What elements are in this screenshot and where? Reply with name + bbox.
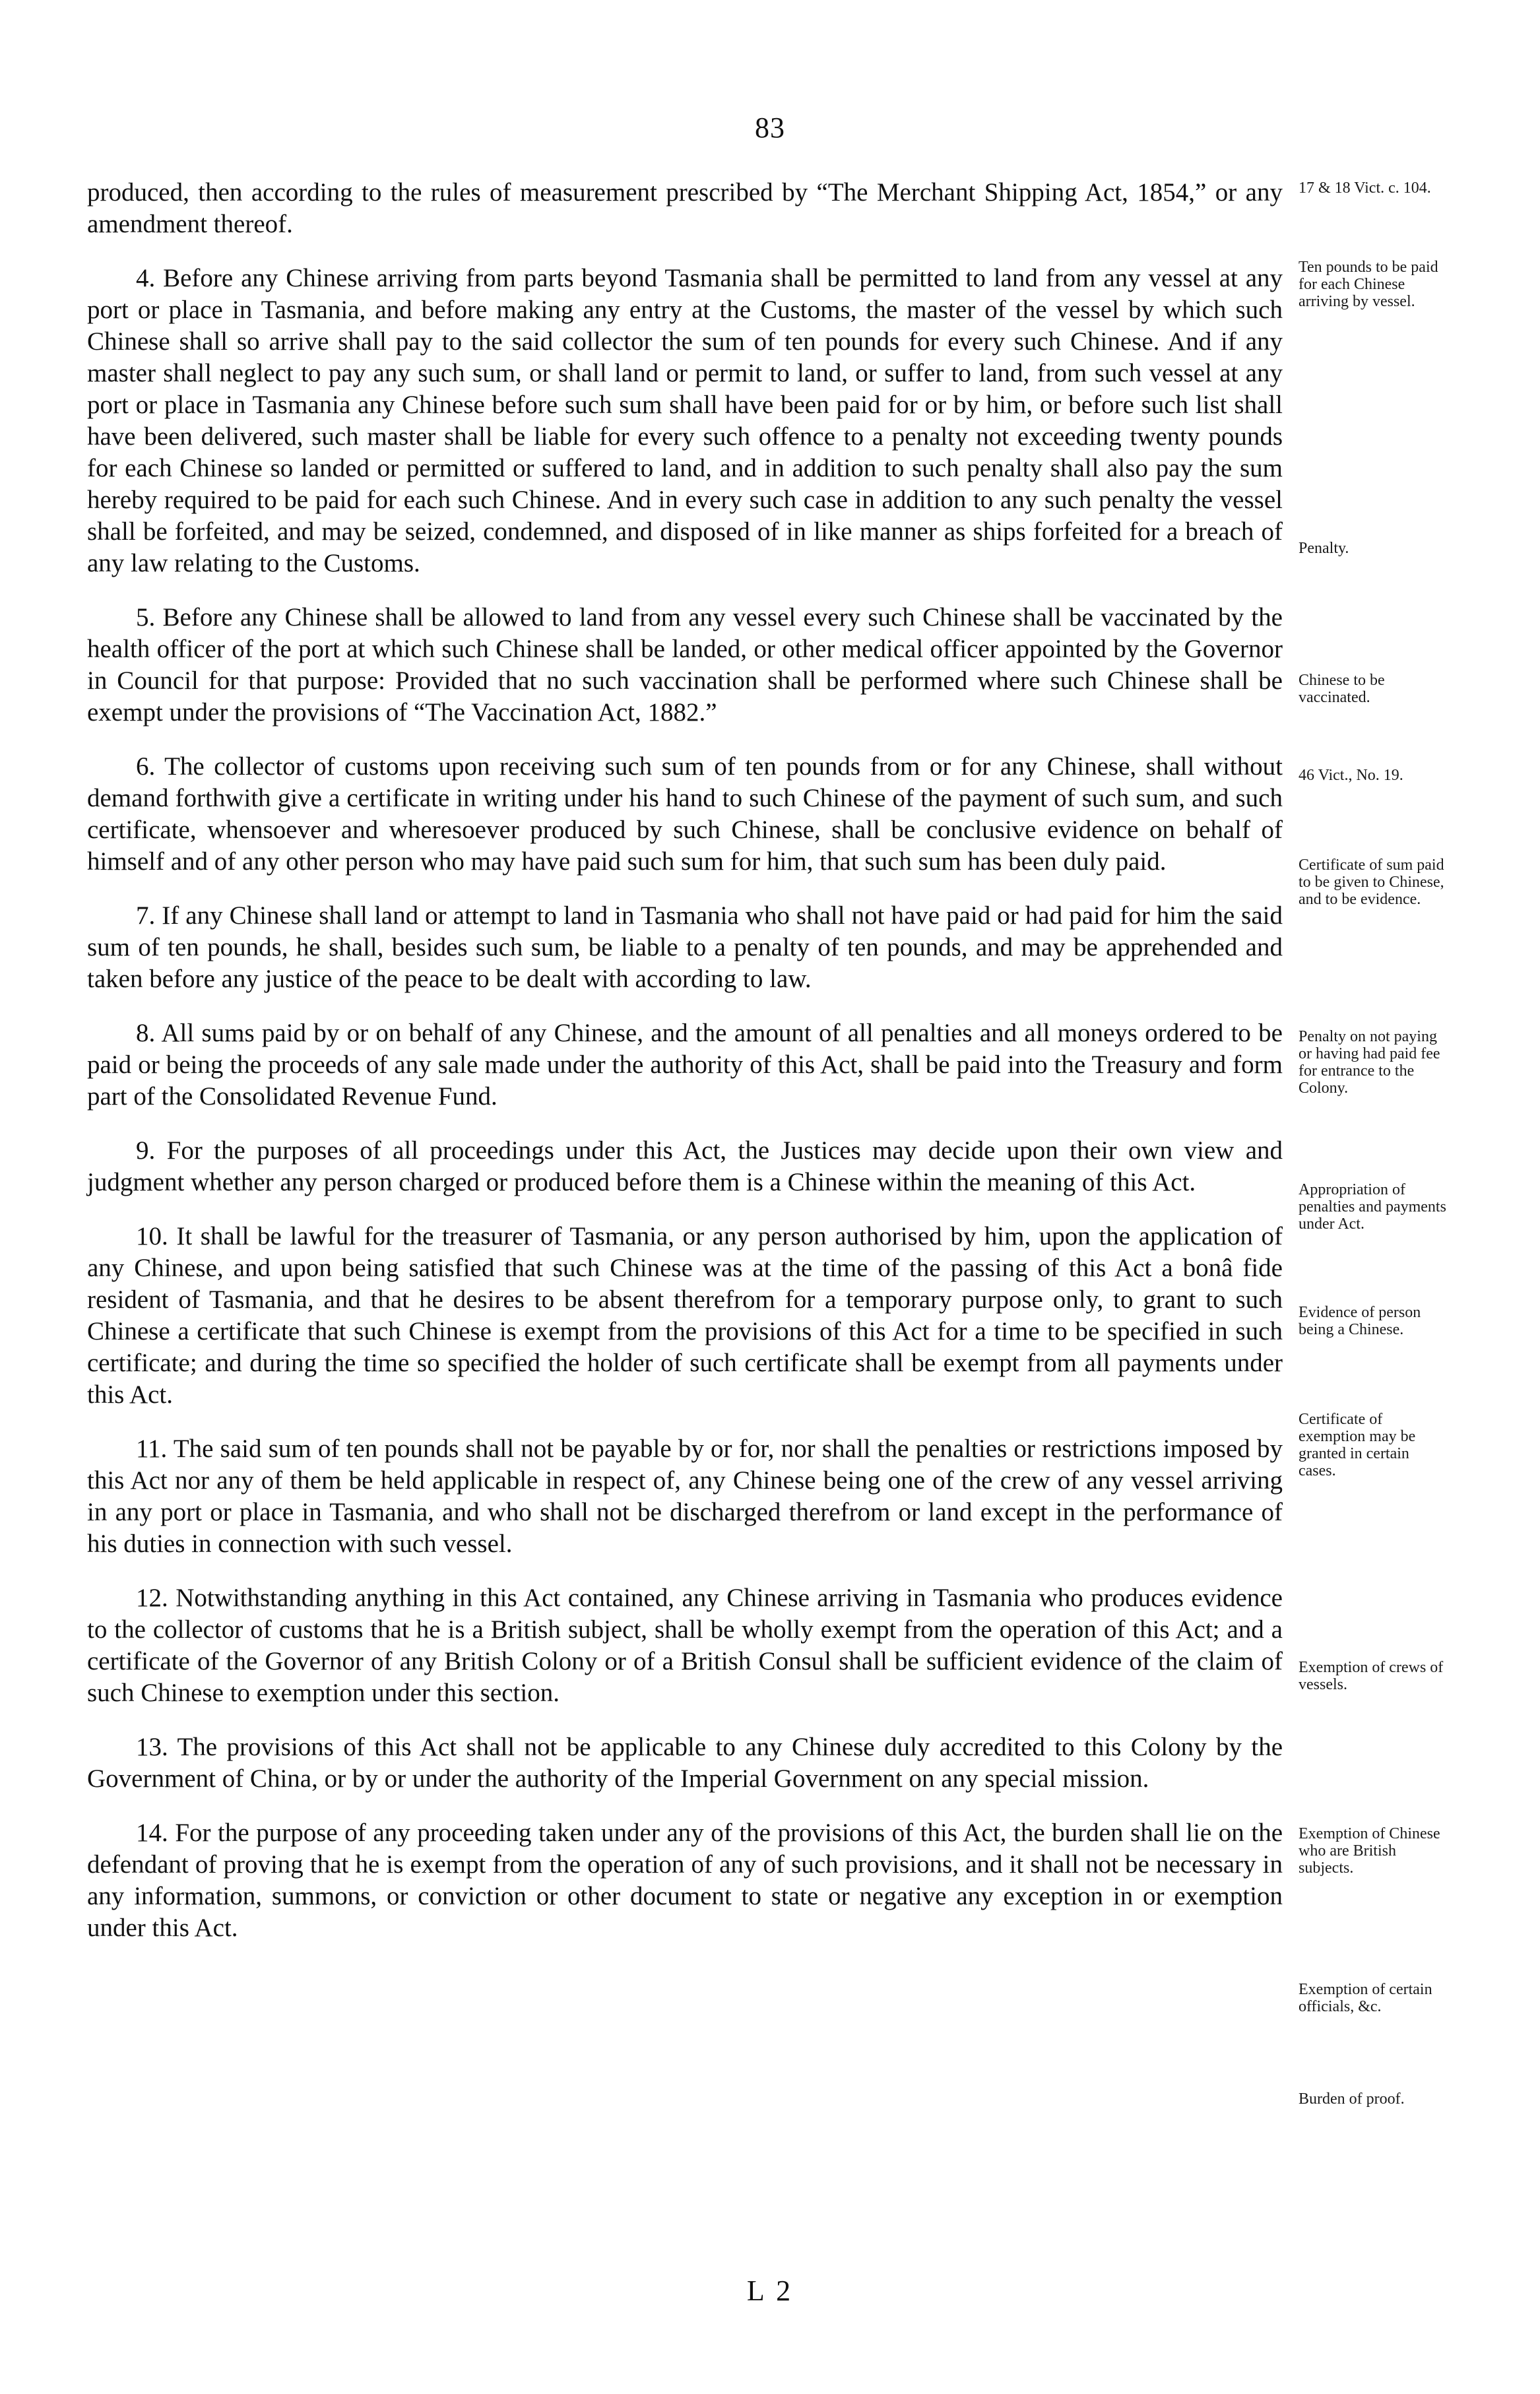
marginal-note: Appropriation of penalties and payments under Act. xyxy=(1299,1181,1446,1233)
marginal-note: Exemption of Chinese who are British subjects. xyxy=(1299,1825,1440,1877)
section-number: 12. xyxy=(136,1584,168,1612)
section-number: 9. xyxy=(136,1136,156,1165)
section-number: 10. xyxy=(136,1222,168,1250)
statute-body xyxy=(87,177,1283,1966)
section-text: For the purpose of any proceeding taken under any of the provisions of this Act, the burden shall lie on the defendant of proving that he is exempt from the operation of any of such provisions, and it shall not be necessary in any information, summons, or conviction or other document to state or negative any exception in or exemption under this Act. xyxy=(87,1819,1283,1942)
section-10 xyxy=(87,1221,1283,1411)
section-9 xyxy=(87,1135,1283,1198)
section-number: 14. xyxy=(136,1819,168,1847)
marginal-note: Ten pounds to be paid for each Chinese arriving by vessel. xyxy=(1299,259,1438,310)
section-text: The provisions of this Act shall not be applicable to any Chinese duly accredited to this Colony by the Government of China, or by or under the authority of the Imperial Government on any special mission. xyxy=(87,1733,1283,1793)
section-text: Before any Chinese arriving from parts beyond Tasmania shall be permitted to land from any vessel at any port or place in Tasmania, and before making any entry at the Customs, the master of the vessel by which such Chinese shall so arrive shall pay to the said collector the sum of ten pounds for every such Chinese. And if any master shall neglect to pay any such sum, or shall land or permit to land, or suffer to land, from such vessel at any port or place in Tasmania any Chinese before such sum shall have been paid for or by him, or before such list shall have been delivered, such master shall be liable for every such offence to a penalty not exceeding twenty pounds for each Chinese so landed or permitted or suffered to land, and in addition to such penalty shall also pay the sum hereby required to be paid for each such Chinese. And in every such case in addition to any such penalty the vessel shall be forfeited, and may be seized, condemned, and disposed of in like manner as ships forfeited for a breach of any law relating to the Customs. xyxy=(87,264,1283,577)
marginal-note: 17 & 18 Vict. c. 104. xyxy=(1299,179,1431,197)
marginal-note: Burden of proof. xyxy=(1299,2090,1405,2108)
marginal-note: 46 Vict., No. 19. xyxy=(1299,767,1403,784)
section-number: 13. xyxy=(136,1733,168,1761)
section-text: For the purposes of all proceedings under this Act, the Justices may decide upon their own view and judgment whether any person charged or produced before them is a Chinese within the meaning of this Act. xyxy=(87,1136,1283,1196)
marginal-note: Penalty on not paying or having had paid fee for entrance to the Colony. xyxy=(1299,1028,1440,1097)
page-number: 83 xyxy=(755,112,785,144)
marginal-note: Evidence of person being a Chinese. xyxy=(1299,1304,1421,1338)
section-number: 5. xyxy=(136,603,156,631)
marginal-note: Certificate of exemption may be granted in certain cases. xyxy=(1299,1411,1416,1479)
marginal-note: Chinese to be vaccinated. xyxy=(1299,672,1385,706)
section-6 xyxy=(87,751,1283,878)
section-13 xyxy=(87,1731,1283,1795)
section-text: Before any Chinese shall be allowed to land from any vessel every such Chinese shall be vaccinated by the health officer of the port at which such Chinese shall be landed, or other medical officer appointed by the Governor in Council for that purpose: Provided that no such vaccination shall be performed where such Chinese shall be exempt under the provisions of “The Vaccination Act, 1882.” xyxy=(87,603,1283,727)
section-text: All sums paid by or on behalf of any Chinese, and the amount of all penalties and all moneys ordered to be paid or being the proceeds of any sale made under the authority of this Act, shall be paid into the Treasury and form part of the Consolidated Revenue Fund. xyxy=(87,1019,1283,1111)
section-number: 7. xyxy=(136,901,156,930)
marginal-note: Certificate of sum paid to be given to Chinese, and to be evidence. xyxy=(1299,857,1444,908)
section-number: 4. xyxy=(136,264,156,292)
paragraph-continuation: produced, then according to the rules of measurement prescribed by “The Merchant Shipping Act, 1854,” or any amendment thereof. xyxy=(87,178,1283,238)
marginal-note: Exemption of certain officials, &c. xyxy=(1299,1981,1432,2015)
section-number: 6. xyxy=(136,752,156,781)
section-7 xyxy=(87,900,1283,995)
section-11 xyxy=(87,1433,1283,1560)
section-text: If any Chinese shall land or attempt to land in Tasmania who shall not have paid or had paid for him the said sum of ten pounds, he shall, besides such sum, be liable to a penalty of ten pounds, and may be apprehended and taken before any justice of the peace to be dealt with according to law. xyxy=(87,901,1283,993)
section-4 xyxy=(87,263,1283,579)
section-text: The collector of customs upon receiving such sum of ten pounds from or for any Chinese, shall without demand forthwith give a certificate in writing under his hand to such Chinese of the payment of such sum, and such certificate, whensoever and wheresoever produced by such Chinese, shall be conclusive evidence on behalf of himself and of any other person who may have paid such sum for him, that such sum has been duly paid. xyxy=(87,752,1283,876)
section-12 xyxy=(87,1582,1283,1709)
section-14 xyxy=(87,1817,1283,1944)
section-8 xyxy=(87,1018,1283,1113)
marginal-note: Exemption of crews of vessels. xyxy=(1299,1659,1444,1693)
section-number: 11. xyxy=(136,1435,168,1463)
section-number: 8. xyxy=(136,1019,156,1047)
section-5 xyxy=(87,602,1283,728)
section-text: Notwithstanding anything in this Act contained, any Chinese arriving in Tasmania who produces evidence to the collector of customs that he is a British subject, shall be wholly exempt from the operation of this Act; and a certificate of the Governor of any British Colony or of a British Consul shall be sufficient evidence of the claim of such Chinese to exemption under this section. xyxy=(87,1584,1283,1707)
section-text: It shall be lawful for the treasurer of Tasmania, or any person authorised by him, upon the application of any Chinese, and upon being satisfied that such Chinese was at the time of the passing of this Act a bonâ fide resident of Tasmania, and that he desires to be absent therefrom for a temporary purpose only, to grant to such Chinese a certificate that such Chinese is exempt from the provisions of this Act for a time to be specified in such certificate; and during the time so specified the holder of such certificate shall be exempt from all payments under this Act. xyxy=(87,1222,1283,1409)
section-text: The said sum of ten pounds shall not be payable by or for, nor shall the penalties or restrictions imposed by this Act nor any of them be held applicable in respect of, any Chinese being one of the crew of any vessel arriving in any port or place in Tasmania, and who shall not be discharged therefrom or land except in the performance of his duties in connection with such vessel. xyxy=(87,1435,1283,1558)
marginal-note: Penalty. xyxy=(1299,540,1349,557)
signature-mark: L 2 xyxy=(746,2275,794,2307)
